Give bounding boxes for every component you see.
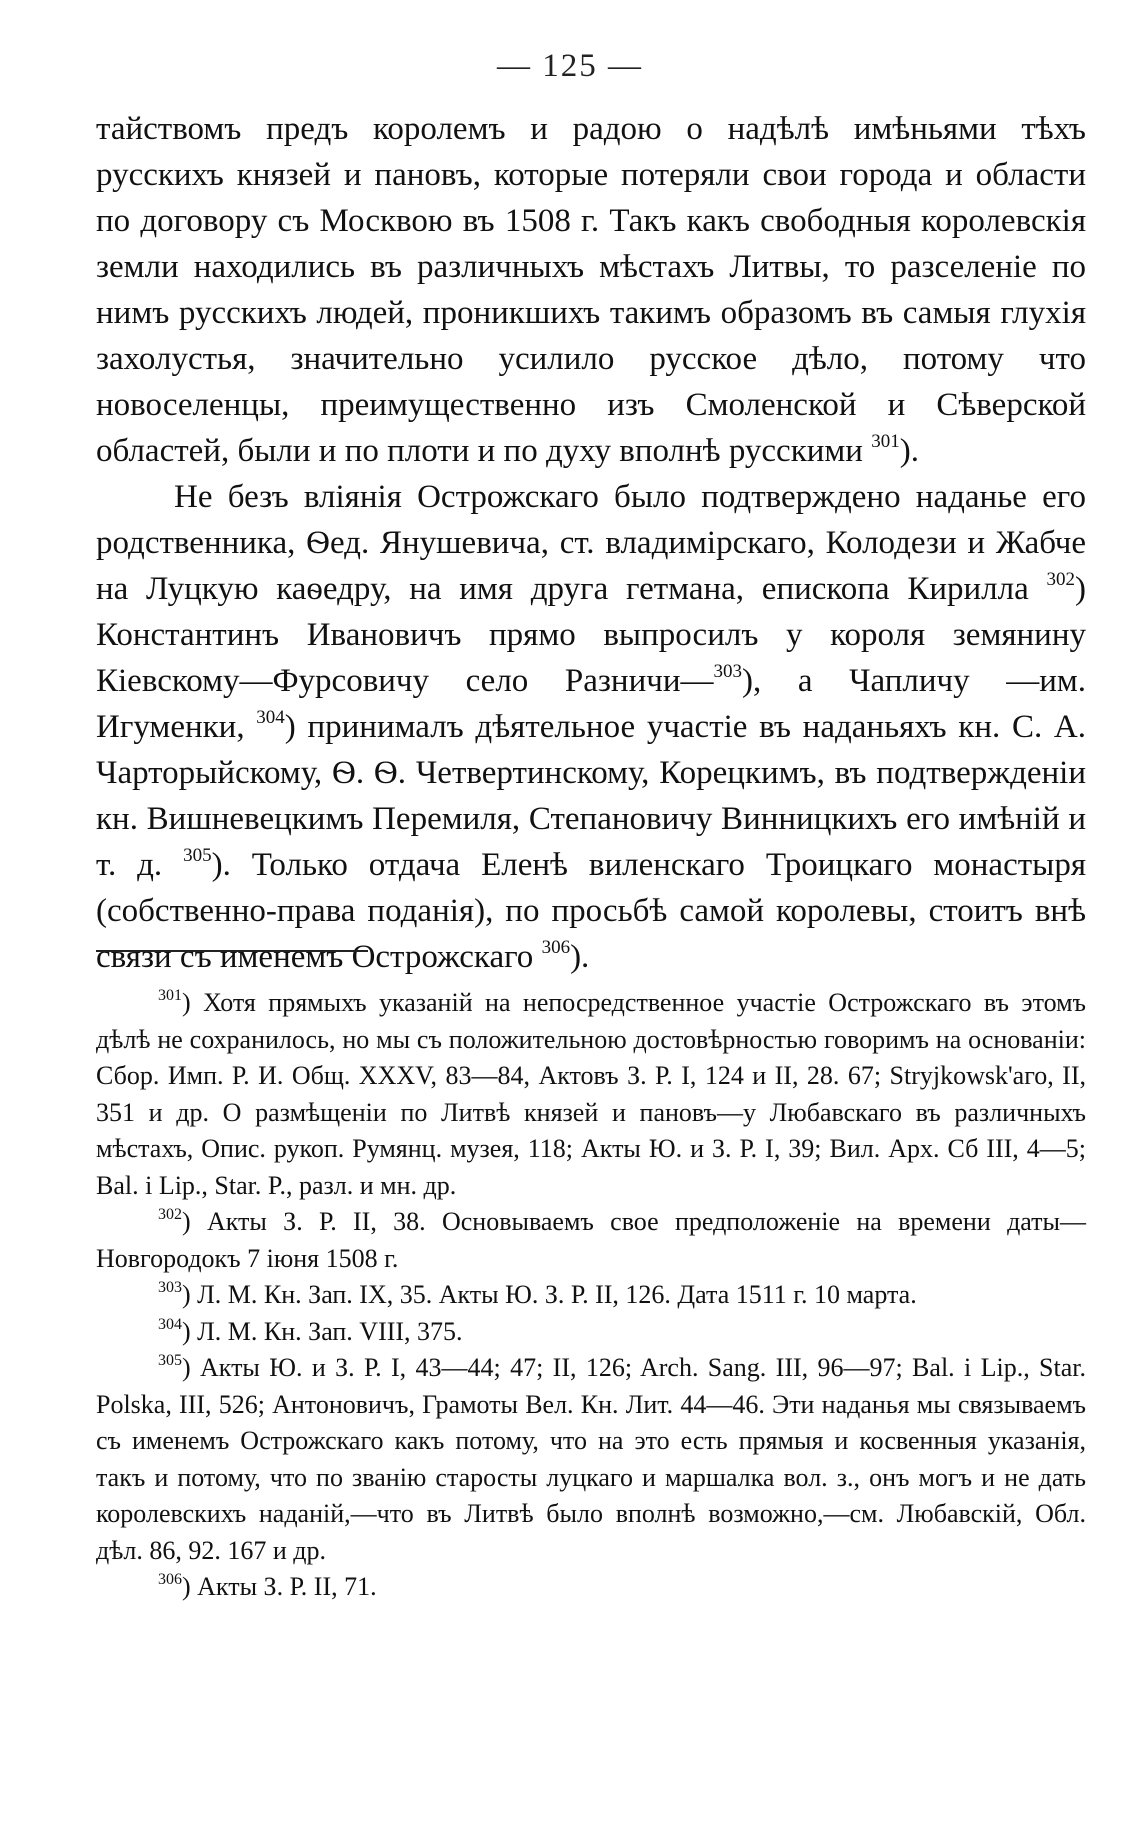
paragraph-2-segment-2: ) Константинъ Ивановичъ прямо выпросилъ у короля земянину Кіевскому—Фурсовичу село Разничи— xyxy=(96,571,1087,699)
footnote-ref-306: 306 xyxy=(541,937,571,958)
footnote-ref-305: 305 xyxy=(183,845,212,866)
footnote-number: 306 xyxy=(158,1571,182,1589)
footnotes xyxy=(96,985,1086,1606)
footnote-ref-303: 303 xyxy=(713,661,742,682)
footnote-text: ) Акты З. Р. II, 38. Основываемъ свое предположеніе на времени даты—Новгородокъ 7 іюня 1508 г. xyxy=(96,1207,1086,1273)
footnote-text: ) Хотя прямыхъ указаній на непосредственное участіе Острожскаго въ этомъ дѣлѣ не сохранилось, но мы съ положительною достовѣрностью говоримъ на основаніи: Сбор. Имп. Р. И. Общ. XXXV, 83—84, Актовъ З. Р. I, 124 и II, 28. 67; Stryjkowsk'аго, II, 351 и др. О размѣщеніи по Литвѣ князей и пановъ—у Любавскаго въ различныхъ мѣстахъ, Опис. рукоп. Румянц. музея, 118; Акты Ю. и З. Р. I, 39; Вил. Арх. Сб III, 4—5; Bal. i Lip., Star. P., разл. и мн. др. xyxy=(96,988,1086,1200)
footnote-304 xyxy=(96,1314,1086,1351)
paragraph-1-text: тайствомъ предъ королемъ и радою о надѣлѣ имѣньями тѣхъ русскихъ князей и пановъ, которые потеряли свои города и области по договору съ Москвою въ 1508 г. Такъ какъ свободныя королевскія земли находились въ различныхъ мѣстахъ Литвы, то разселеніе по нимъ русскихъ людей, проникшихъ такимъ образомъ въ самыя глухія захолустья, значительно усилило русское дѣло, потому что новоселенцы, преимущественно изъ Смоленской и Сѣверской областей, были и по плоти и по духу вполнѣ русскими xyxy=(96,111,1086,469)
paragraph-2-segment-4: ) принималъ дѣятельное участіе въ наданьяхъ кн. С. А. Чарторыйскому, Ѳ. Ѳ. Четвертинскому, Корецкимъ, въ подтвержденіи кн. Вишневецкимъ Перемиля, Степановичу Винницкихъ его имѣній и т. д. xyxy=(96,709,1086,883)
footnote-303 xyxy=(96,1277,1086,1314)
footnote-number: 302 xyxy=(158,1206,182,1224)
paragraph-2-tail: ). xyxy=(570,939,590,975)
paragraph-2-segment-3: ), а Чапличу —им. Игуменки, xyxy=(96,663,1086,745)
main-text xyxy=(96,106,1086,980)
footnote-305 xyxy=(96,1350,1086,1569)
footnote-number: 301 xyxy=(158,987,182,1005)
footnote-number: 305 xyxy=(158,1352,182,1370)
footnote-ref-304: 304 xyxy=(256,707,285,728)
footnote-text: ) Л. М. Кн. Зап. IX, 35. Акты Ю. З. Р. II, 126. Дата 1511 г. 10 марта. xyxy=(182,1280,917,1309)
footnote-separator xyxy=(96,950,368,952)
paragraph-1 xyxy=(96,106,1086,474)
footnote-302 xyxy=(96,1204,1086,1277)
footnote-text: ) Акты З. Р. II, 71. xyxy=(182,1572,377,1601)
footnote-text: ) Акты Ю. и З. Р. I, 43—44; 47; II, 126; Arch. Sang. III, 96—97; Bal. i Lip., Star. Polska, III, 526; Антоновичъ, Грамоты Вел. Кн. Лит. 44—46. Эти наданья мы связываемъ съ именемъ Острожскаго какъ потому, что на это есть прямыя и косвенныя указанія, такъ и потому, что по званію старосты луцкаго и маршалка вол. з., онъ могъ и не дать королевскихъ наданій,—что въ Литвѣ было вполнѣ возможно,—см. Любавскій, Обл. дѣл. 86, 92. 167 и др. xyxy=(96,1353,1086,1565)
footnote-ref-302: 302 xyxy=(1046,569,1076,590)
footnote-ref-301: 301 xyxy=(871,431,900,452)
paragraph-1-tail: ). xyxy=(899,433,919,469)
footnote-301 xyxy=(96,985,1086,1204)
paragraph-2-segment-5: ). Только отдача Еленѣ виленскаго Троицкаго монастыря (собственно-права поданія), по просьбѣ самой королевы, стоитъ внѣ связи съ именемъ Острожскаго xyxy=(96,847,1086,975)
footnote-306 xyxy=(96,1569,1086,1606)
footnote-number: 303 xyxy=(158,1279,182,1297)
footnote-text: ) Л. М. Кн. Зап. VIII, 375. xyxy=(182,1316,463,1346)
paragraph-2-segment-1: Не безъ вліянія Острожскаго было подтверждено наданье его родственника, Ѳед. Янушевича, ст. владимірскаго, Колодези и Жабче на Луцкую каѳедру, на имя друга гетмана, епископа Кирилла xyxy=(96,479,1086,607)
paragraph-2 xyxy=(96,474,1086,980)
footnote-number: 304 xyxy=(158,1315,182,1333)
page-number: — 125 — xyxy=(497,48,643,84)
